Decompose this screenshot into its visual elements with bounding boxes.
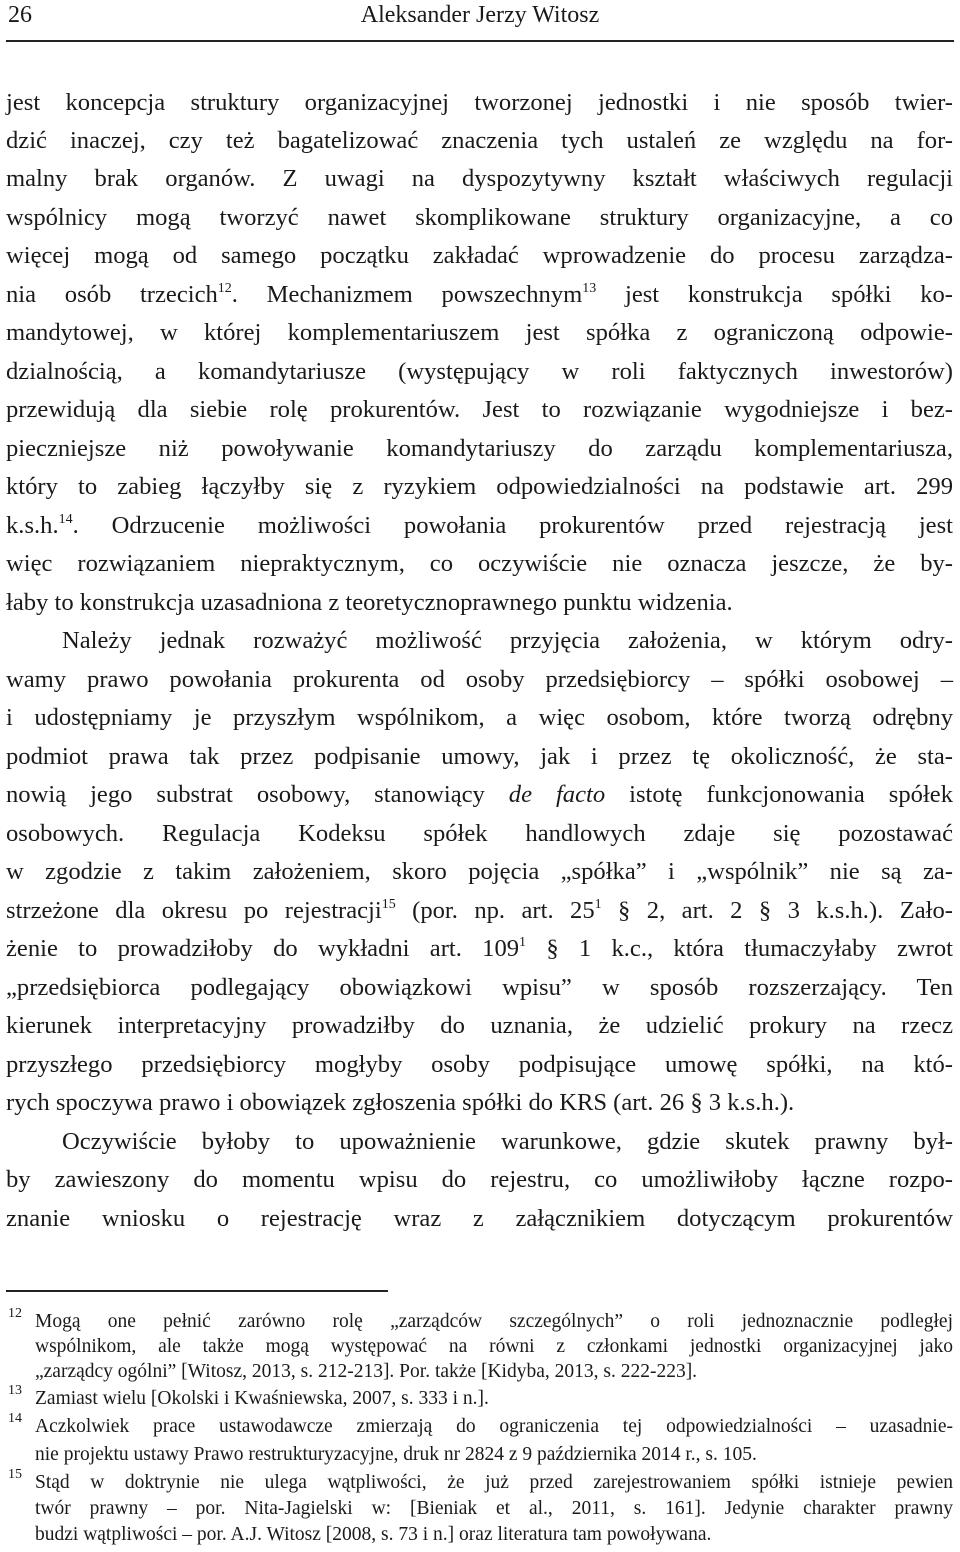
text-line xyxy=(6,934,953,964)
text-run: jest konstrukcja spółki ko- xyxy=(596,281,953,308)
text-line: więc rozwiązaniem niepraktycznym, co oczywiście nie oznacza jeszcze, że by- xyxy=(6,550,953,577)
text-line: rych spoczywa prawo i obowiązek zgłoszenia spółki do KRS (art. 26 § 3 k.s.h.). xyxy=(6,1089,795,1116)
footnote-line: wspólnikom, ale także mogą występować na równi z członkami jednostki organizacyjnej jako xyxy=(35,1336,953,1357)
text-line: kierunek interpretacyjny prowadziłby do uznania, że udzielić prokury na rzecz xyxy=(6,1012,953,1039)
footnote-line: Stąd w doktrynie nie ulega wątpliwości, że już przed zarejestrowaniem spółki istnieje pewien xyxy=(35,1472,953,1493)
footnote-ref-15: 15 xyxy=(381,897,396,912)
footnote-number: 13 xyxy=(8,1383,22,1398)
footnote-number: 12 xyxy=(8,1306,22,1321)
footnote-13 xyxy=(6,1383,953,1411)
text-line: malny brak organów. Z uwagi na dyspozytywny kształt właściwych regulacji xyxy=(6,165,953,192)
footnote-15-cont xyxy=(6,1497,953,1521)
running-head: Aleksander Jerzy Witosz xyxy=(360,2,600,28)
footnote-number: 14 xyxy=(8,1411,22,1426)
footnote-number: 15 xyxy=(8,1467,22,1482)
italic-term: de facto xyxy=(508,781,606,808)
text-line xyxy=(6,896,953,926)
text-line xyxy=(6,280,953,310)
footnote-14-cont xyxy=(6,1443,953,1467)
text-line: więcej mogą od samego początku zakładać wprowadzenie do procesu zarządza- xyxy=(6,242,953,269)
footnote-ref-13: 13 xyxy=(582,281,597,296)
text-run: § 2, art. 2 § 3 k.s.h.). Zało- xyxy=(601,897,953,924)
footnote-line: „zarządcy ogólni” [Witosz, 2013, s. 212-213]. Por. także [Kidyba, 2013, s. 222-223]. xyxy=(35,1361,698,1382)
paragraph-first-line: Oczywiście byłoby to upoważnienie warunkowe, gdzie skutek prawny był- xyxy=(62,1128,953,1155)
footnote-line: Mogą one pełnić zarówno rolę „zarządców szczególnych” o roli jednoznacznie podległej xyxy=(35,1311,953,1332)
footnote-12 xyxy=(6,1306,953,1334)
footnote-ref-14: 14 xyxy=(58,512,73,527)
page-number: 26 xyxy=(8,2,32,28)
text-line: przewidują dla siebie rolę prokurentów. Jest to rozwiązanie wygodniejsze i bez- xyxy=(6,396,953,423)
article-superscript: 1 xyxy=(594,897,602,912)
footnote-ref-12: 12 xyxy=(217,281,232,296)
text-line: który to zabieg łączyłby się z ryzykiem odpowiedzialności na podstawie art. 299 xyxy=(6,473,953,500)
text-line: łaby to konstrukcja uzasadniona z teoretycznoprawnego punktu widzenia. xyxy=(6,589,733,616)
paragraph-first-line: Należy jednak rozważyć możliwość przyjęcia założenia, w którym odry- xyxy=(62,627,953,654)
text-line: mandytowej, w której komplementariuszem jest spółka z ograniczoną odpowie- xyxy=(6,319,953,346)
footnote-14 xyxy=(6,1411,953,1439)
text-line: znanie wniosku o rejestrację wraz z załącznikiem dotyczącym prokurentów xyxy=(6,1205,953,1232)
text-run: żenie to prowadziłoby do wykładni art. 109 xyxy=(6,935,520,962)
footnote-line: Zamiast wielu [Okolski i Kwaśniewska, 2007, s. 333 i n.]. xyxy=(35,1388,489,1409)
footnote-15 xyxy=(6,1467,953,1495)
footnote-12-cont xyxy=(6,1335,953,1359)
text-line xyxy=(6,511,953,541)
text-line: pieczniejsze niż powoływanie komandytariuszy do zarządu komplementariusza, xyxy=(6,435,953,462)
text-line: dzialnością, a komandytariusze (występujący w roli faktycznych inwestorów) xyxy=(6,358,953,385)
text-run: § 1 k.c., która tłumaczyłaby zwrot xyxy=(526,935,954,962)
text-line: w zgodzie z takim założeniem, skoro pojęcia „spółka” i „wspólnik” nie są za- xyxy=(6,858,953,885)
text-line xyxy=(6,780,953,810)
text-run: . Odrzucenie możliwości powołania prokurentów przed rejestracją jest xyxy=(72,512,953,539)
text-line: przyszłego przedsiębiorcy mogłyby osoby podpisujące umowę spółki, na któ- xyxy=(6,1051,953,1078)
text-line: „przedsiębiorca podlegający obowiązkowi wpisu” w sposób rozszerzający. Ten xyxy=(6,974,953,1001)
text-run: (por. np. art. 25 xyxy=(395,897,595,924)
text-line: wamy prawo powołania prokurenta od osoby przedsiębiorcy – spółki osobowej – xyxy=(6,666,953,693)
text-line: osobowych. Regulacja Kodeksu spółek handlowych zdaje się pozostawać xyxy=(6,820,953,847)
text-run: k.s.h. xyxy=(6,512,59,539)
page-header xyxy=(6,0,954,44)
text-run: nia osób trzecich xyxy=(6,281,218,308)
text-run: istotę funkcjonowania spółek xyxy=(605,781,953,808)
footnote-line: budzi wątpliwości – por. A.J. Witosz [2008, s. 73 i n.] oraz literatura tam powoływana. xyxy=(35,1524,712,1545)
header-rule xyxy=(6,40,954,42)
text-line: wspólnicy mogą tworzyć nawet skomplikowane struktury organizacyjne, a co xyxy=(6,204,953,231)
text-line: by zawieszony do momentu wpisu do rejestru, co umożliwiłoby łączne rozpo- xyxy=(6,1166,953,1193)
text-line: jest koncepcja struktury organizacyjnej tworzonej jednostki i nie sposób twier- xyxy=(6,89,953,116)
footnote-line: Aczkolwiek prace ustawodawcze zmierzają do ograniczenia tej odpowiedzialności – uzasadnie- xyxy=(35,1416,953,1437)
text-line: podmiot prawa tak przez podpisanie umowy, jak i przez tę okoliczność, że sta- xyxy=(6,743,953,770)
text-line: dzić inaczej, czy też bagatelizować znaczenia tych ustaleń ze względu na for- xyxy=(6,127,953,154)
footnote-line: nie projektu ustawy Prawo restrukturyzacyjne, druk nr 2824 z 9 października 2014 r., s. 105. xyxy=(35,1444,757,1465)
footnote-15-cont xyxy=(6,1523,953,1547)
text-run: . Mechanizmem powszechnym xyxy=(231,281,583,308)
footnote-12-cont xyxy=(6,1360,953,1384)
article-superscript: 1 xyxy=(519,935,527,950)
text-run: strzeżone dla okresu po rejestracji xyxy=(6,897,382,924)
footnote-separator xyxy=(6,1290,388,1292)
text-run: nowią jego substrat osobowy, stanowiący xyxy=(6,781,509,808)
footnote-line: twór prawny – por. Nita-Jagielski w: [Bieniak et al., 2011, s. 161]. Jedynie charakter prawny xyxy=(35,1498,953,1519)
text-line: i udostępniamy je przyszłym wspólnikom, a więc osobom, które tworzą odrębny xyxy=(6,704,953,731)
